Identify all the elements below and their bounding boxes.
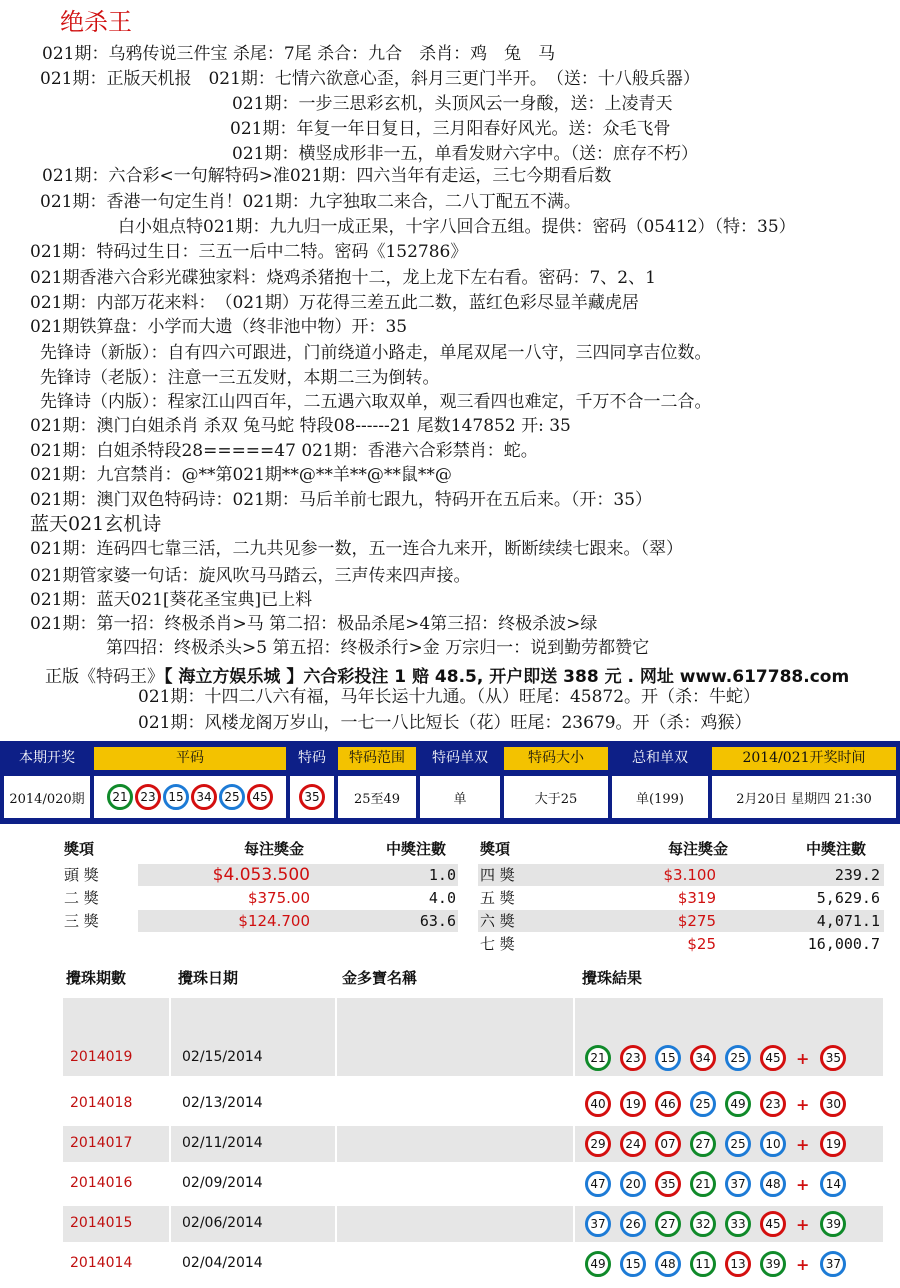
prize-amount: $319 [677, 889, 716, 907]
number-ball: 23 [760, 1091, 786, 1117]
prize-amount: $3.100 [663, 866, 716, 884]
prize-amount: $4.053.500 [212, 865, 310, 885]
text-line: 021期：澳门白姐杀肖 杀双 兔马蛇 特段08------21 尾数147852 开: 35 [30, 416, 571, 436]
history-row [62, 1082, 884, 1126]
number-ball: 23 [620, 1045, 646, 1071]
special-ball: 19 [820, 1131, 846, 1157]
history-issue: 2014019 [70, 1049, 133, 1065]
prize-header-count: 中獎注數 [806, 840, 867, 858]
history-header-name: 金多寶名稱 [342, 969, 418, 987]
history-spacer-row [62, 998, 884, 1040]
history-date: 02/11/2014 [182, 1135, 263, 1151]
special-odd-even: 单 [420, 776, 500, 818]
number-ball: 24 [620, 1131, 646, 1157]
prize-amount: $25 [687, 935, 716, 953]
advert-prefix: 正版《特码王》 [45, 667, 164, 687]
text-line: 021期：蓝天021[葵花圣宝典]已上料 [30, 590, 313, 610]
number-ball: 45 [760, 1211, 786, 1237]
text-line: 第四招：终极杀头>5 第五招：终极杀行>金 万宗归一：说到勤劳都赞它 [106, 638, 650, 658]
plus-sign: + [796, 1254, 810, 1274]
prize-row [62, 864, 458, 886]
text-line: 蓝天021玄机诗 [30, 513, 162, 535]
number-ball: 21 [107, 784, 133, 810]
text-line: 先锋诗（新版）：自有四六可跟进，门前绕道小路走，单尾双尾一八守，三四同享吉位数。 [40, 343, 712, 363]
history-row [62, 1040, 884, 1076]
number-ball: 48 [655, 1251, 681, 1277]
number-ball: 49 [585, 1251, 611, 1277]
history-result [584, 1171, 854, 1197]
prize-amount: $375.00 [247, 889, 310, 907]
text-line: 021期：连码四七靠三活，二九共见参一数，五一连合九来开，断断续续七跟来。（翠） [30, 539, 683, 559]
prize-name: 六 獎 [480, 912, 515, 930]
history-date: 02/04/2014 [182, 1255, 263, 1271]
prize-row [478, 864, 884, 886]
sum-odd-even: 单(199) [612, 776, 708, 818]
text-line: 021期：香港一句定生肖！021期：九字独取二来合，二八丁配五不满。 [40, 192, 581, 212]
prize-name: 三 獎 [64, 912, 99, 930]
text-line: 021期：第一招：终极杀肖>马 第二招：极品杀尾>4第三招：终极杀波>绿 [30, 614, 598, 634]
prize-name: 七 獎 [480, 935, 515, 953]
history-issue: 2014018 [70, 1095, 133, 1111]
prize-count: 4,071.1 [816, 912, 880, 930]
special-ball: 37 [820, 1251, 846, 1277]
prize-count: 5,629.6 [816, 889, 880, 907]
history-issue: 2014014 [70, 1255, 133, 1271]
number-ball: 32 [690, 1211, 716, 1237]
text-line: 021期：十四二八六有福，马年长运十九通。（从）旺尾：45872。开（杀：牛蛇） [138, 687, 761, 707]
special-ball: 35 [820, 1045, 846, 1071]
history-result [584, 1211, 854, 1237]
prize-row [478, 910, 884, 932]
history-issue: 2014015 [70, 1215, 133, 1231]
number-ball: 25 [725, 1045, 751, 1071]
history-result [584, 1131, 854, 1157]
normal-numbers [94, 776, 286, 818]
history-row [62, 1126, 884, 1162]
history-issue: 2014017 [70, 1135, 133, 1151]
text-line: 021期：横竖成形非一五，单看发财六字中。（送：庶存不朽） [232, 144, 698, 164]
page-title: 绝杀王 [60, 8, 132, 36]
number-ball: 13 [725, 1251, 751, 1277]
history-row [62, 1162, 884, 1206]
number-ball: 37 [725, 1171, 751, 1197]
text-line: 021期：白姐杀特段28=====47 021期：香港六合彩禁肖：蛇。 [30, 441, 538, 461]
prize-header-name: 獎項 [480, 840, 511, 858]
prize-header-name: 獎項 [64, 840, 95, 858]
header-odd-even: 特码单双 [420, 747, 500, 770]
advert-text: 【 海立方娱乐城 】六合彩投注 1 赔 48.5, 开户即送 388 元 . 网址 www.617788.com [164, 667, 850, 687]
number-ball: 25 [725, 1131, 751, 1157]
number-ball: 39 [760, 1251, 786, 1277]
prize-name: 五 獎 [480, 889, 515, 907]
number-ball: 46 [655, 1091, 681, 1117]
header-draw-time: 2014/021开奖时间 [712, 747, 896, 770]
number-ball: 48 [760, 1171, 786, 1197]
number-ball: 45 [760, 1045, 786, 1071]
number-ball: 45 [247, 784, 273, 810]
number-ball: 15 [163, 784, 189, 810]
prize-header-amount: 每注獎金 [668, 840, 729, 858]
draw-time: 2月20日 星期四 21:30 [712, 776, 896, 818]
history-date: 02/15/2014 [182, 1049, 263, 1065]
history-date: 02/09/2014 [182, 1175, 263, 1191]
text-line: 白小姐点特021期：九九归一成正果，十字八回合五组。提供：密码（05412）（特：35） [118, 217, 796, 237]
header-current-draw: 本期开奖 [4, 747, 90, 770]
text-line: 021期：一步三思彩玄机，头顶风云一身酸，送：上凌青天 [232, 94, 673, 114]
special-ball: 35 [299, 784, 325, 810]
text-line: 先锋诗（老版）：注意一三五发财，本期二三为倒转。 [40, 368, 440, 388]
history-date: 02/13/2014 [182, 1095, 263, 1111]
prize-header-amount: 每注獎金 [244, 840, 305, 858]
draw-result-table [0, 741, 900, 824]
prize-count: 16,000.7 [807, 935, 880, 953]
prize-row [62, 887, 458, 909]
plus-sign: + [796, 1094, 810, 1114]
advert-line[interactable] [45, 662, 849, 687]
plus-sign: + [796, 1174, 810, 1194]
number-ball: 34 [690, 1045, 716, 1071]
special-ball: 39 [820, 1211, 846, 1237]
number-ball: 37 [585, 1211, 611, 1237]
header-normal-numbers: 平码 [94, 747, 286, 770]
history-date: 02/06/2014 [182, 1215, 263, 1231]
number-ball: 15 [620, 1251, 646, 1277]
prize-count: 1.0 [428, 866, 456, 884]
prize-name: 四 獎 [480, 866, 515, 884]
text-line: 021期：特码过生日：三五一后中二特。密码《152786》 [30, 242, 468, 262]
history-header-issue: 攪珠期數 [66, 969, 127, 987]
prize-count: 239.2 [834, 866, 880, 884]
plus-sign: + [796, 1048, 810, 1068]
number-ball: 49 [725, 1091, 751, 1117]
history-issue: 2014016 [70, 1175, 133, 1191]
number-ball: 40 [585, 1091, 611, 1117]
text-line: 021期管家婆一句话：旋风吹马马踏云，三声传来四声接。 [30, 566, 471, 586]
special-number [290, 776, 334, 818]
history-result [584, 1045, 854, 1071]
prize-header-count: 中獎注數 [386, 840, 447, 858]
number-ball: 47 [585, 1171, 611, 1197]
number-ball: 20 [620, 1171, 646, 1197]
header-big-small: 特码大小 [504, 747, 608, 770]
prize-amount: $275 [677, 912, 716, 930]
text-line: 021期：六合彩<一句解特码>准021期：四六当年有走运，三七今期看后数 [42, 166, 612, 186]
number-ball: 35 [655, 1171, 681, 1197]
number-ball: 07 [655, 1131, 681, 1157]
prize-name: 頭 獎 [64, 866, 99, 884]
plus-sign: + [796, 1214, 810, 1234]
number-ball: 27 [655, 1211, 681, 1237]
prize-amount: $124.700 [238, 912, 310, 930]
number-ball: 33 [725, 1211, 751, 1237]
prize-row [62, 910, 458, 932]
number-ball: 21 [585, 1045, 611, 1071]
number-ball: 15 [655, 1045, 681, 1071]
text-line: 021期：内部万花来料： （021期）万花得三差五此二数，蓝红色彩尽显羊藏虎居 [30, 293, 639, 313]
special-ball: 30 [820, 1091, 846, 1117]
history-row [62, 1206, 884, 1242]
special-ball: 14 [820, 1171, 846, 1197]
history-result [584, 1251, 854, 1277]
text-line: 021期铁算盘：小学而大遗（终非池中物）开：35 [30, 317, 408, 337]
history-row [62, 1242, 884, 1286]
header-special-number: 特码 [290, 747, 334, 770]
number-ball: 21 [690, 1171, 716, 1197]
text-line: 021期：乌鸦传说三件宝 杀尾：7尾 杀合：九合 杀肖：鸡 兔 马 [42, 44, 556, 64]
text-line: 021期：年复一年日复日，三月阳春好风光。送：众毛飞骨 [230, 119, 671, 139]
header-special-range: 特码范围 [338, 747, 416, 770]
prize-count: 4.0 [428, 889, 456, 907]
plus-sign: + [796, 1134, 810, 1154]
history-header-result: 攪珠結果 [582, 969, 643, 987]
text-line: 先锋诗（内版）：程家江山四百年，二五遇六取双单，观三看四也难定，千万不合一二合。 [40, 392, 712, 412]
header-sum-odd-even: 总和单双 [612, 747, 708, 770]
special-big-small: 大于25 [504, 776, 608, 818]
number-ball: 25 [690, 1091, 716, 1117]
text-line: 021期：正版天机报 021期：七情六欲意心歪，斜月三更门半开。 （送：十八般兵器） [40, 69, 700, 89]
history-header-date: 攪珠日期 [178, 969, 239, 987]
prize-count: 63.6 [419, 912, 456, 930]
number-ball: 19 [620, 1091, 646, 1117]
number-ball: 23 [135, 784, 161, 810]
draw-issue: 2014/020期 [4, 776, 90, 818]
number-ball: 27 [690, 1131, 716, 1157]
number-ball: 25 [219, 784, 245, 810]
special-range: 25至49 [338, 776, 416, 818]
text-line: 021期香港六合彩光碟独家料：烧鸡杀猪抱十二，龙上龙下左右看。密码：7、2、1 [30, 268, 656, 288]
number-ball: 10 [760, 1131, 786, 1157]
prize-row [478, 933, 884, 955]
text-line: 021期：风楼龙阁万岁山，一七一八比短长（花）旺尾：23679。开（杀：鸡猴） [138, 713, 752, 733]
text-line: 021期：九宫禁肖：@**第021期**@**羊**@**鼠**@ [30, 465, 452, 485]
text-line: 021期：澳门双色特码诗：021期：马后羊前七跟九，特码开在五后来。（开：35） [30, 490, 653, 510]
prize-name: 二 獎 [64, 889, 99, 907]
number-ball: 11 [690, 1251, 716, 1277]
number-ball: 34 [191, 784, 217, 810]
number-ball: 29 [585, 1131, 611, 1157]
history-result [584, 1091, 854, 1117]
prize-row [478, 887, 884, 909]
number-ball: 26 [620, 1211, 646, 1237]
